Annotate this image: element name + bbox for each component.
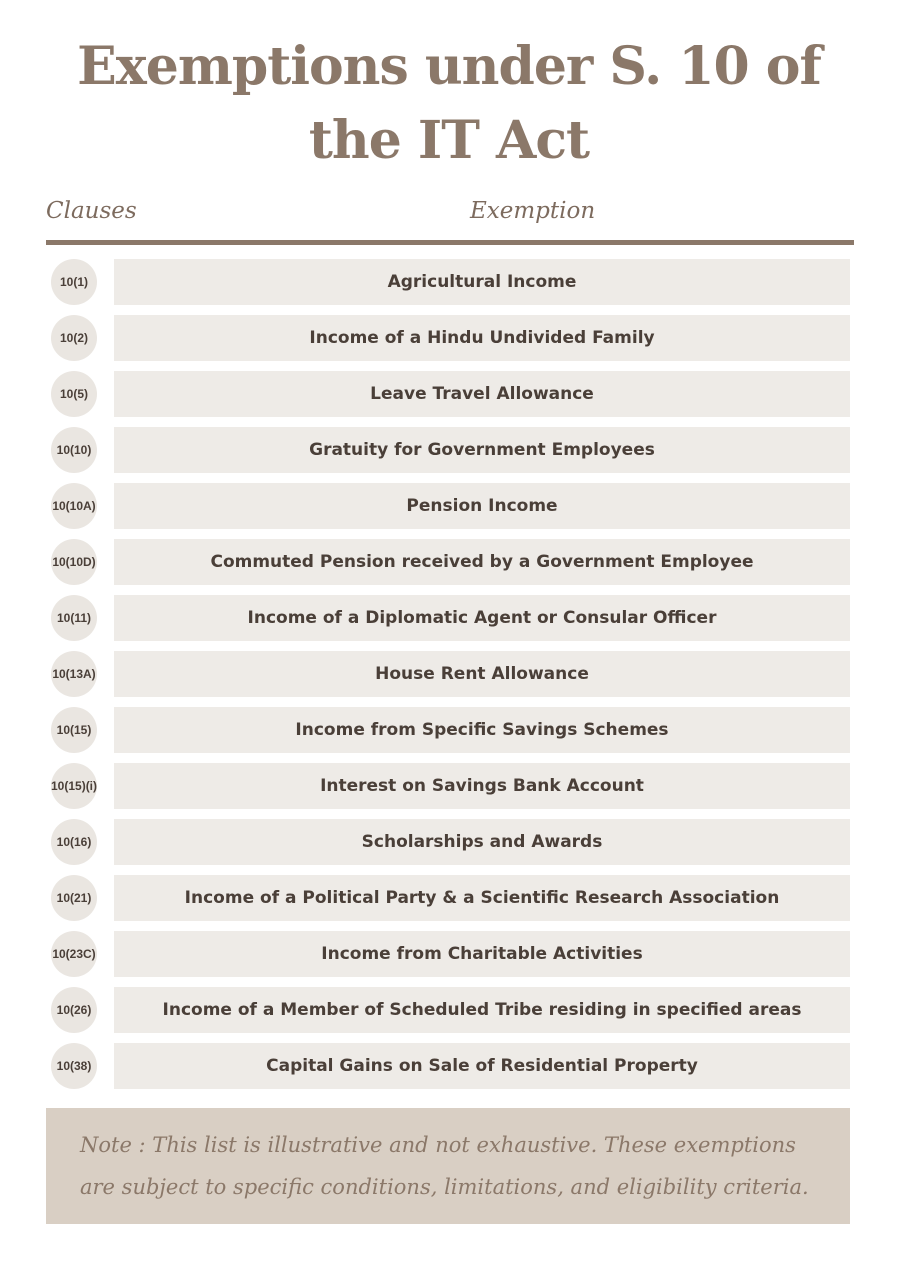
exemption-cell: Commuted Pension received by a Government Employee [114,539,850,585]
clause-badge: 10(15)(i) [51,763,97,809]
column-header-exemption: Exemption [470,198,596,224]
clause-badge: 10(2) [51,315,97,361]
exemption-cell: Income of a Hindu Undivided Family [114,315,850,361]
exemption-cell: Income of a Diplomatic Agent or Consular Officer [114,595,850,641]
page-title: Exemptions under S. 10 of the IT Act [77,36,821,171]
exemption-cell: Gratuity for Government Employees [114,427,850,473]
exemption-cell: Scholarships and Awards [114,819,850,865]
table-row [0,707,898,753]
clause-badge: 10(10) [51,427,97,473]
table-row [0,595,898,641]
clause-badge: 10(15) [51,707,97,753]
table-row [0,427,898,473]
table-row [0,763,898,809]
header-divider [46,240,854,245]
clause-badge: 10(26) [51,987,97,1033]
table-row [0,1043,898,1089]
clause-badge: 10(21) [51,875,97,921]
table-row [0,819,898,865]
table-row [0,483,898,529]
exemption-cell: Interest on Savings Bank Account [114,763,850,809]
clause-badge: 10(23C) [51,931,97,977]
table-row [0,875,898,921]
exemption-cell: Agricultural Income [114,259,850,305]
clause-badge: 10(10A) [51,483,97,529]
exemption-cell: Income of a Member of Scheduled Tribe residing in specified areas [114,987,850,1033]
table-row [0,259,898,305]
clause-badge: 10(5) [51,371,97,417]
note-box: Note : This list is illustrative and not exhaustive. These exemptions are subject to specific conditions, limitations, and eligibility criteria. [46,1108,850,1224]
table-row [0,539,898,585]
clause-badge: 10(13A) [51,651,97,697]
table-row [0,315,898,361]
exemption-cell: House Rent Allowance [114,651,850,697]
table-row [0,987,898,1033]
column-header-clauses: Clauses [46,198,137,224]
table-row [0,651,898,697]
clause-badge: 10(16) [51,819,97,865]
clause-badge: 10(1) [51,259,97,305]
exemption-cell: Income from Specific Savings Schemes [114,707,850,753]
exemption-cell: Pension Income [114,483,850,529]
exemption-cell: Income from Charitable Activities [114,931,850,977]
exemption-cell: Leave Travel Allowance [114,371,850,417]
exemption-cell: Capital Gains on Sale of Residential Property [114,1043,850,1089]
clause-badge: 10(11) [51,595,97,641]
clause-badge: 10(10D) [51,539,97,585]
exemption-cell: Income of a Political Party & a Scientific Research Association [114,875,850,921]
clause-badge: 10(38) [51,1043,97,1089]
table-row [0,931,898,977]
table-row [0,371,898,417]
